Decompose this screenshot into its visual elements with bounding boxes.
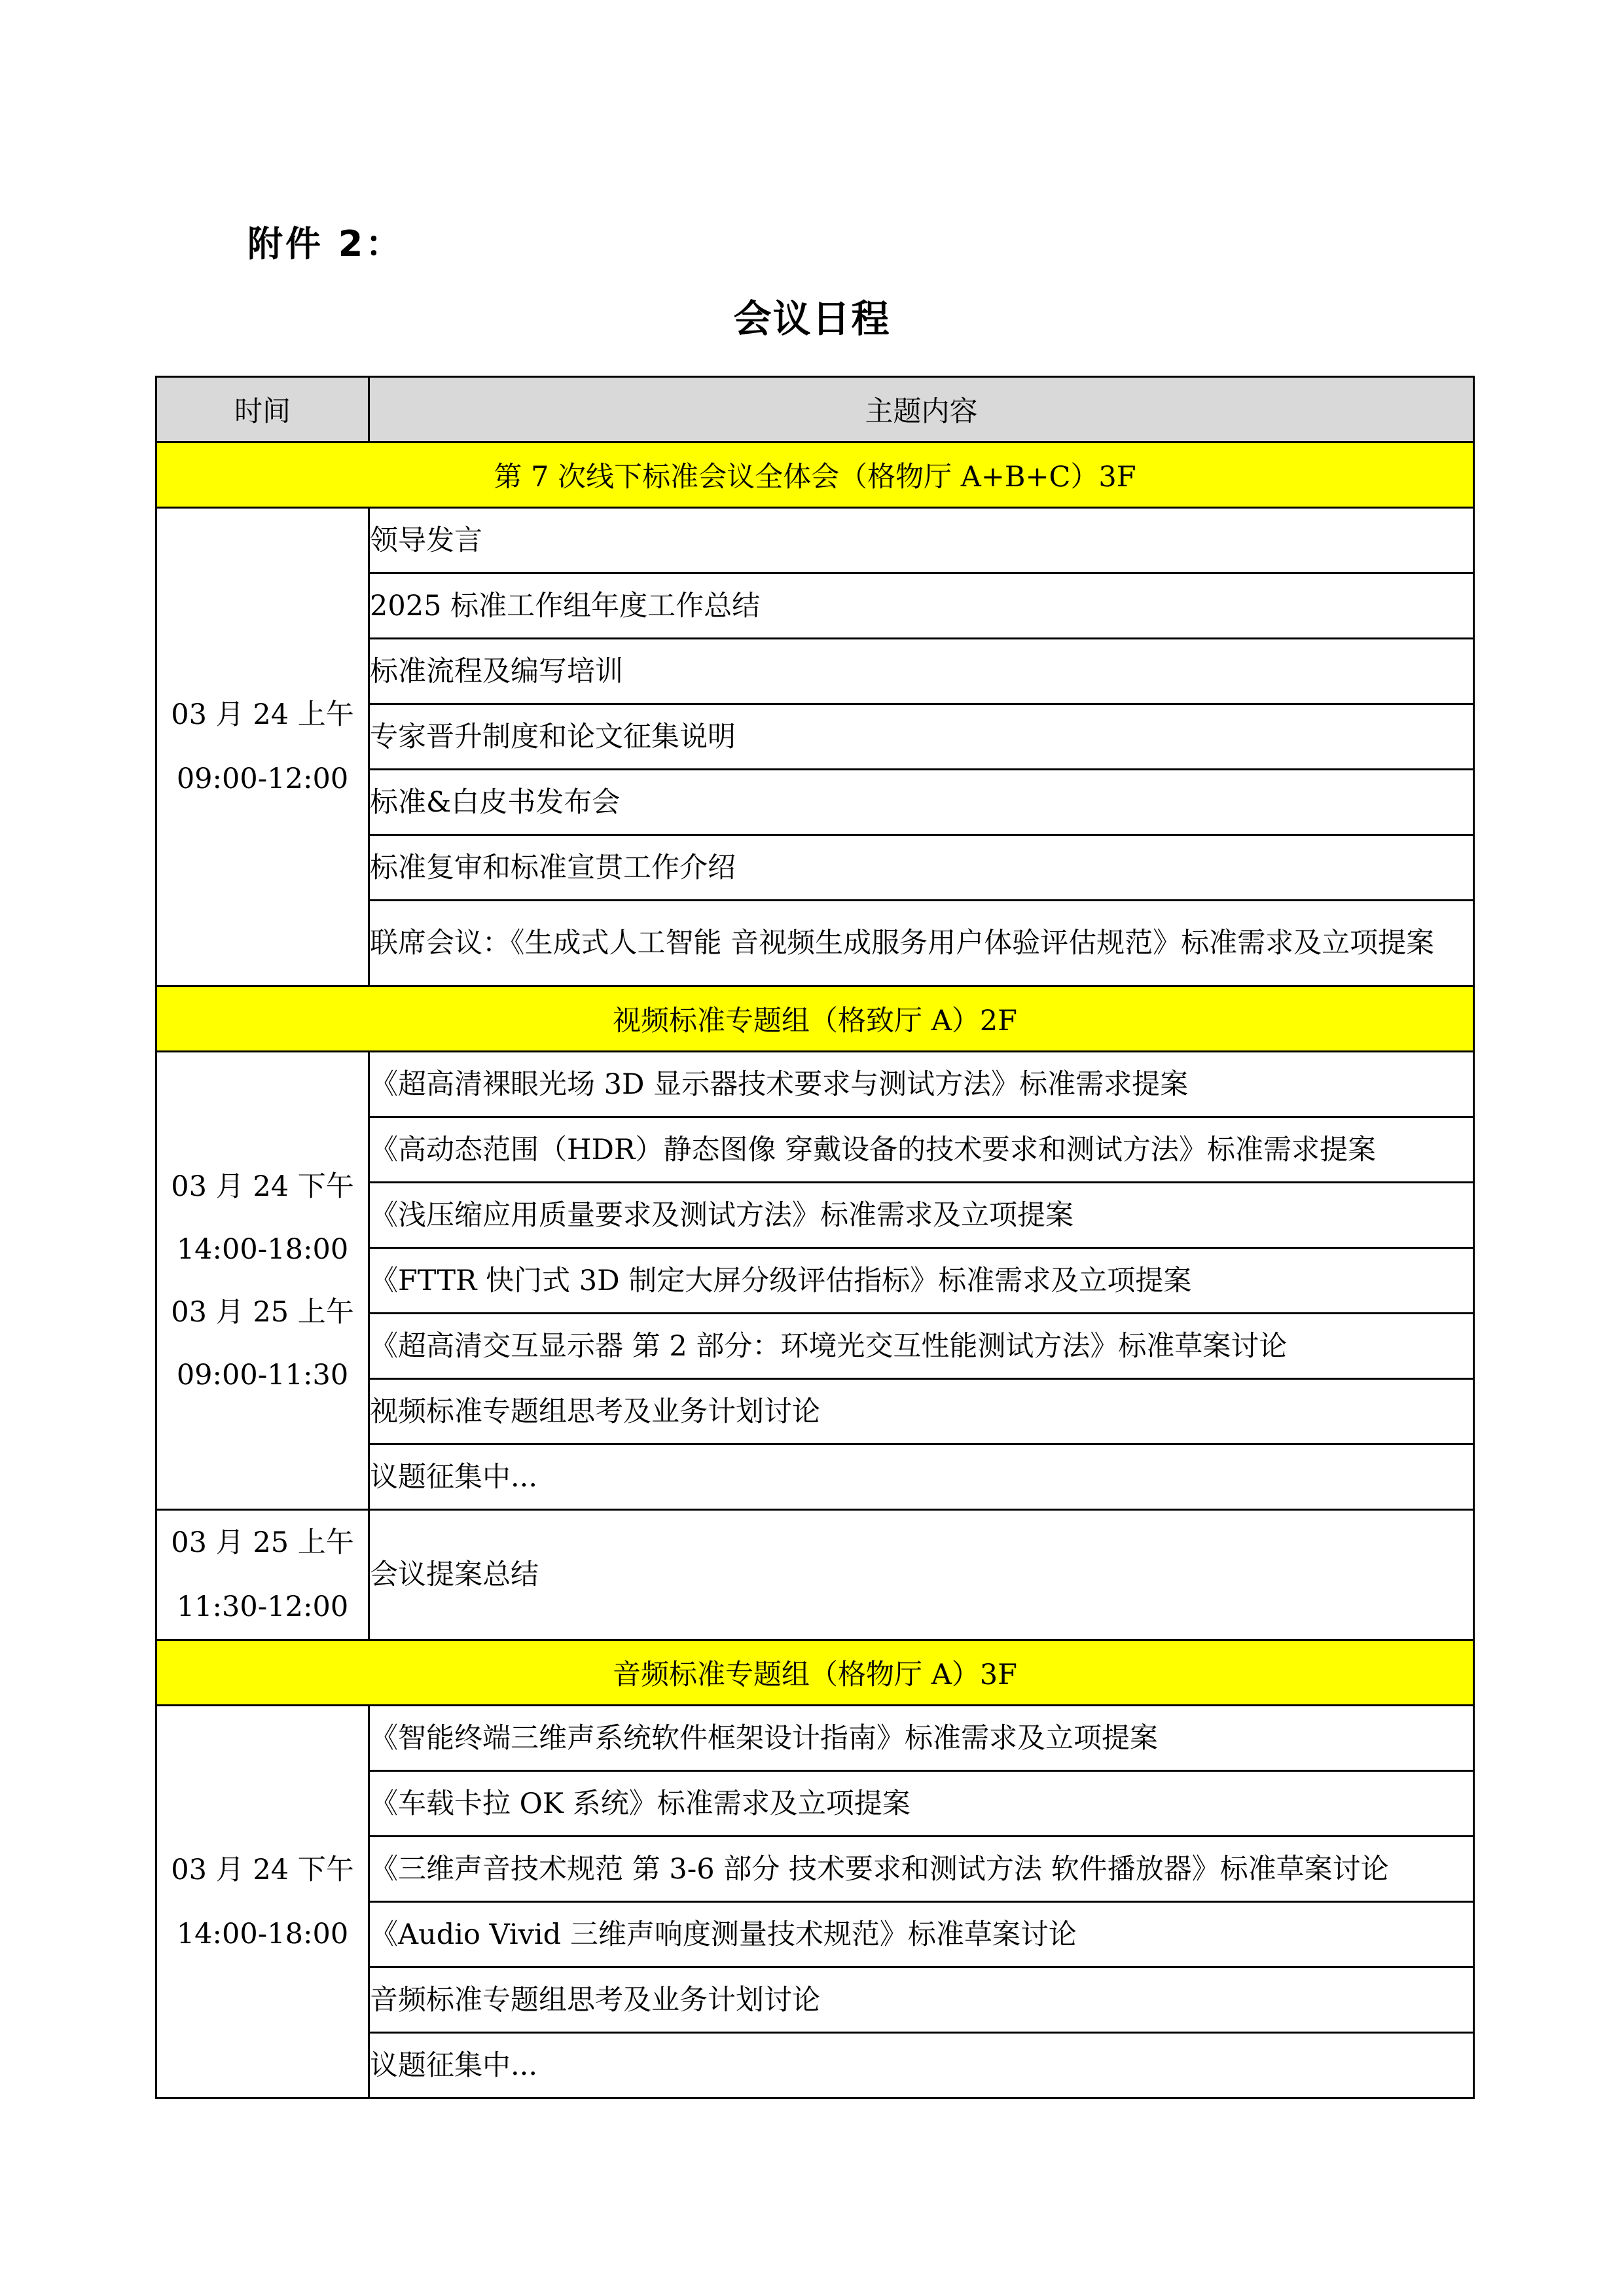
topic-item: 视频标准专题组思考及业务计划讨论 bbox=[369, 1379, 1474, 1444]
schedule-table bbox=[155, 376, 1475, 2099]
topic-item: 联席会议：《生成式人工智能 音视频生成服务用户体验评估规范》标准需求及立项提案 bbox=[369, 901, 1474, 986]
time-line: 03 月 25 上午 bbox=[171, 1295, 354, 1329]
topic-item: 议题征集中... bbox=[369, 1444, 1474, 1510]
topic-item: 专家晋升制度和论文征集说明 bbox=[369, 704, 1474, 770]
topic-item: 标准&白皮书发布会 bbox=[369, 770, 1474, 835]
topic-item: 《三维声音技术规范 第 3-6 部分 技术要求和测试方法 软件播放器》标准草案讨论 bbox=[369, 1837, 1474, 1902]
header-time: 时间 bbox=[156, 377, 369, 442]
section-heading-row bbox=[156, 986, 1474, 1052]
topic-item: 音频标准专题组思考及业务计划讨论 bbox=[369, 1967, 1474, 2033]
topic-item: 领导发言 bbox=[369, 508, 1474, 573]
table-row bbox=[156, 1706, 1474, 1771]
topic-item: 《超高清交互显示器 第 2 部分：环境光交互性能测试方法》标准草案讨论 bbox=[369, 1314, 1474, 1379]
topic-item: 《超高清裸眼光场 3D 显示器技术要求与测试方法》标准需求提案 bbox=[369, 1052, 1474, 1117]
section-heading-row bbox=[156, 442, 1474, 508]
topic-item: 会议提案总结 bbox=[369, 1510, 1474, 1640]
header-topic: 主题内容 bbox=[369, 377, 1474, 442]
section-heading-row bbox=[156, 1640, 1474, 1706]
topic-item: 《车载卡拉 OK 系统》标准需求及立项提案 bbox=[369, 1771, 1474, 1837]
time-line: 03 月 24 上午 bbox=[171, 698, 354, 731]
section-heading: 音频标准专题组（格物厅 A）3F bbox=[156, 1640, 1474, 1706]
section-heading: 第 7 次线下标准会议全体会（格物厅 A+B+C）3F bbox=[156, 442, 1474, 508]
time-line: 11:30-12:00 bbox=[176, 1590, 349, 1623]
table-header-row bbox=[156, 377, 1474, 442]
topic-item: 2025 标准工作组年度工作总结 bbox=[369, 573, 1474, 639]
topic-item: 标准复审和标准宣贯工作介绍 bbox=[369, 835, 1474, 901]
time-line: 09:00-12:00 bbox=[176, 762, 349, 795]
time-cell bbox=[156, 1706, 369, 2098]
time-line: 03 月 24 下午 bbox=[171, 1170, 354, 1203]
topic-item: 《高动态范围（HDR）静态图像 穿戴设备的技术要求和测试方法》标准需求提案 bbox=[369, 1117, 1474, 1183]
time-line: 14:00-18:00 bbox=[176, 1917, 349, 1950]
topic-item: 《智能终端三维声系统软件框架设计指南》标准需求及立项提案 bbox=[369, 1706, 1474, 1771]
time-cell bbox=[156, 1510, 369, 1640]
attachment-label: 附件 2： bbox=[247, 223, 404, 264]
time-cell bbox=[156, 1052, 369, 1510]
topic-item: 《FTTR 快门式 3D 制定大屏分级评估指标》标准需求及立项提案 bbox=[369, 1248, 1474, 1314]
table-row bbox=[156, 1510, 1474, 1640]
section-heading: 视频标准专题组（格致厅 A）2F bbox=[156, 986, 1474, 1052]
topic-item: 《浅压缩应用质量要求及测试方法》标准需求及立项提案 bbox=[369, 1183, 1474, 1248]
topic-item: 议题征集中... bbox=[369, 2033, 1474, 2098]
time-line: 09:00-11:30 bbox=[176, 1358, 349, 1391]
topic-item: 标准流程及编写培训 bbox=[369, 639, 1474, 704]
time-line: 03 月 25 上午 bbox=[171, 1526, 354, 1559]
page-title: 会议日程 bbox=[733, 296, 891, 341]
time-line: 14:00-18:00 bbox=[176, 1232, 349, 1266]
table-row bbox=[156, 508, 1474, 573]
time-cell bbox=[156, 508, 369, 986]
topic-item: 《Audio Vivid 三维声响度测量技术规范》标准草案讨论 bbox=[369, 1902, 1474, 1967]
time-line: 03 月 24 下午 bbox=[171, 1853, 354, 1886]
table-row bbox=[156, 1052, 1474, 1117]
